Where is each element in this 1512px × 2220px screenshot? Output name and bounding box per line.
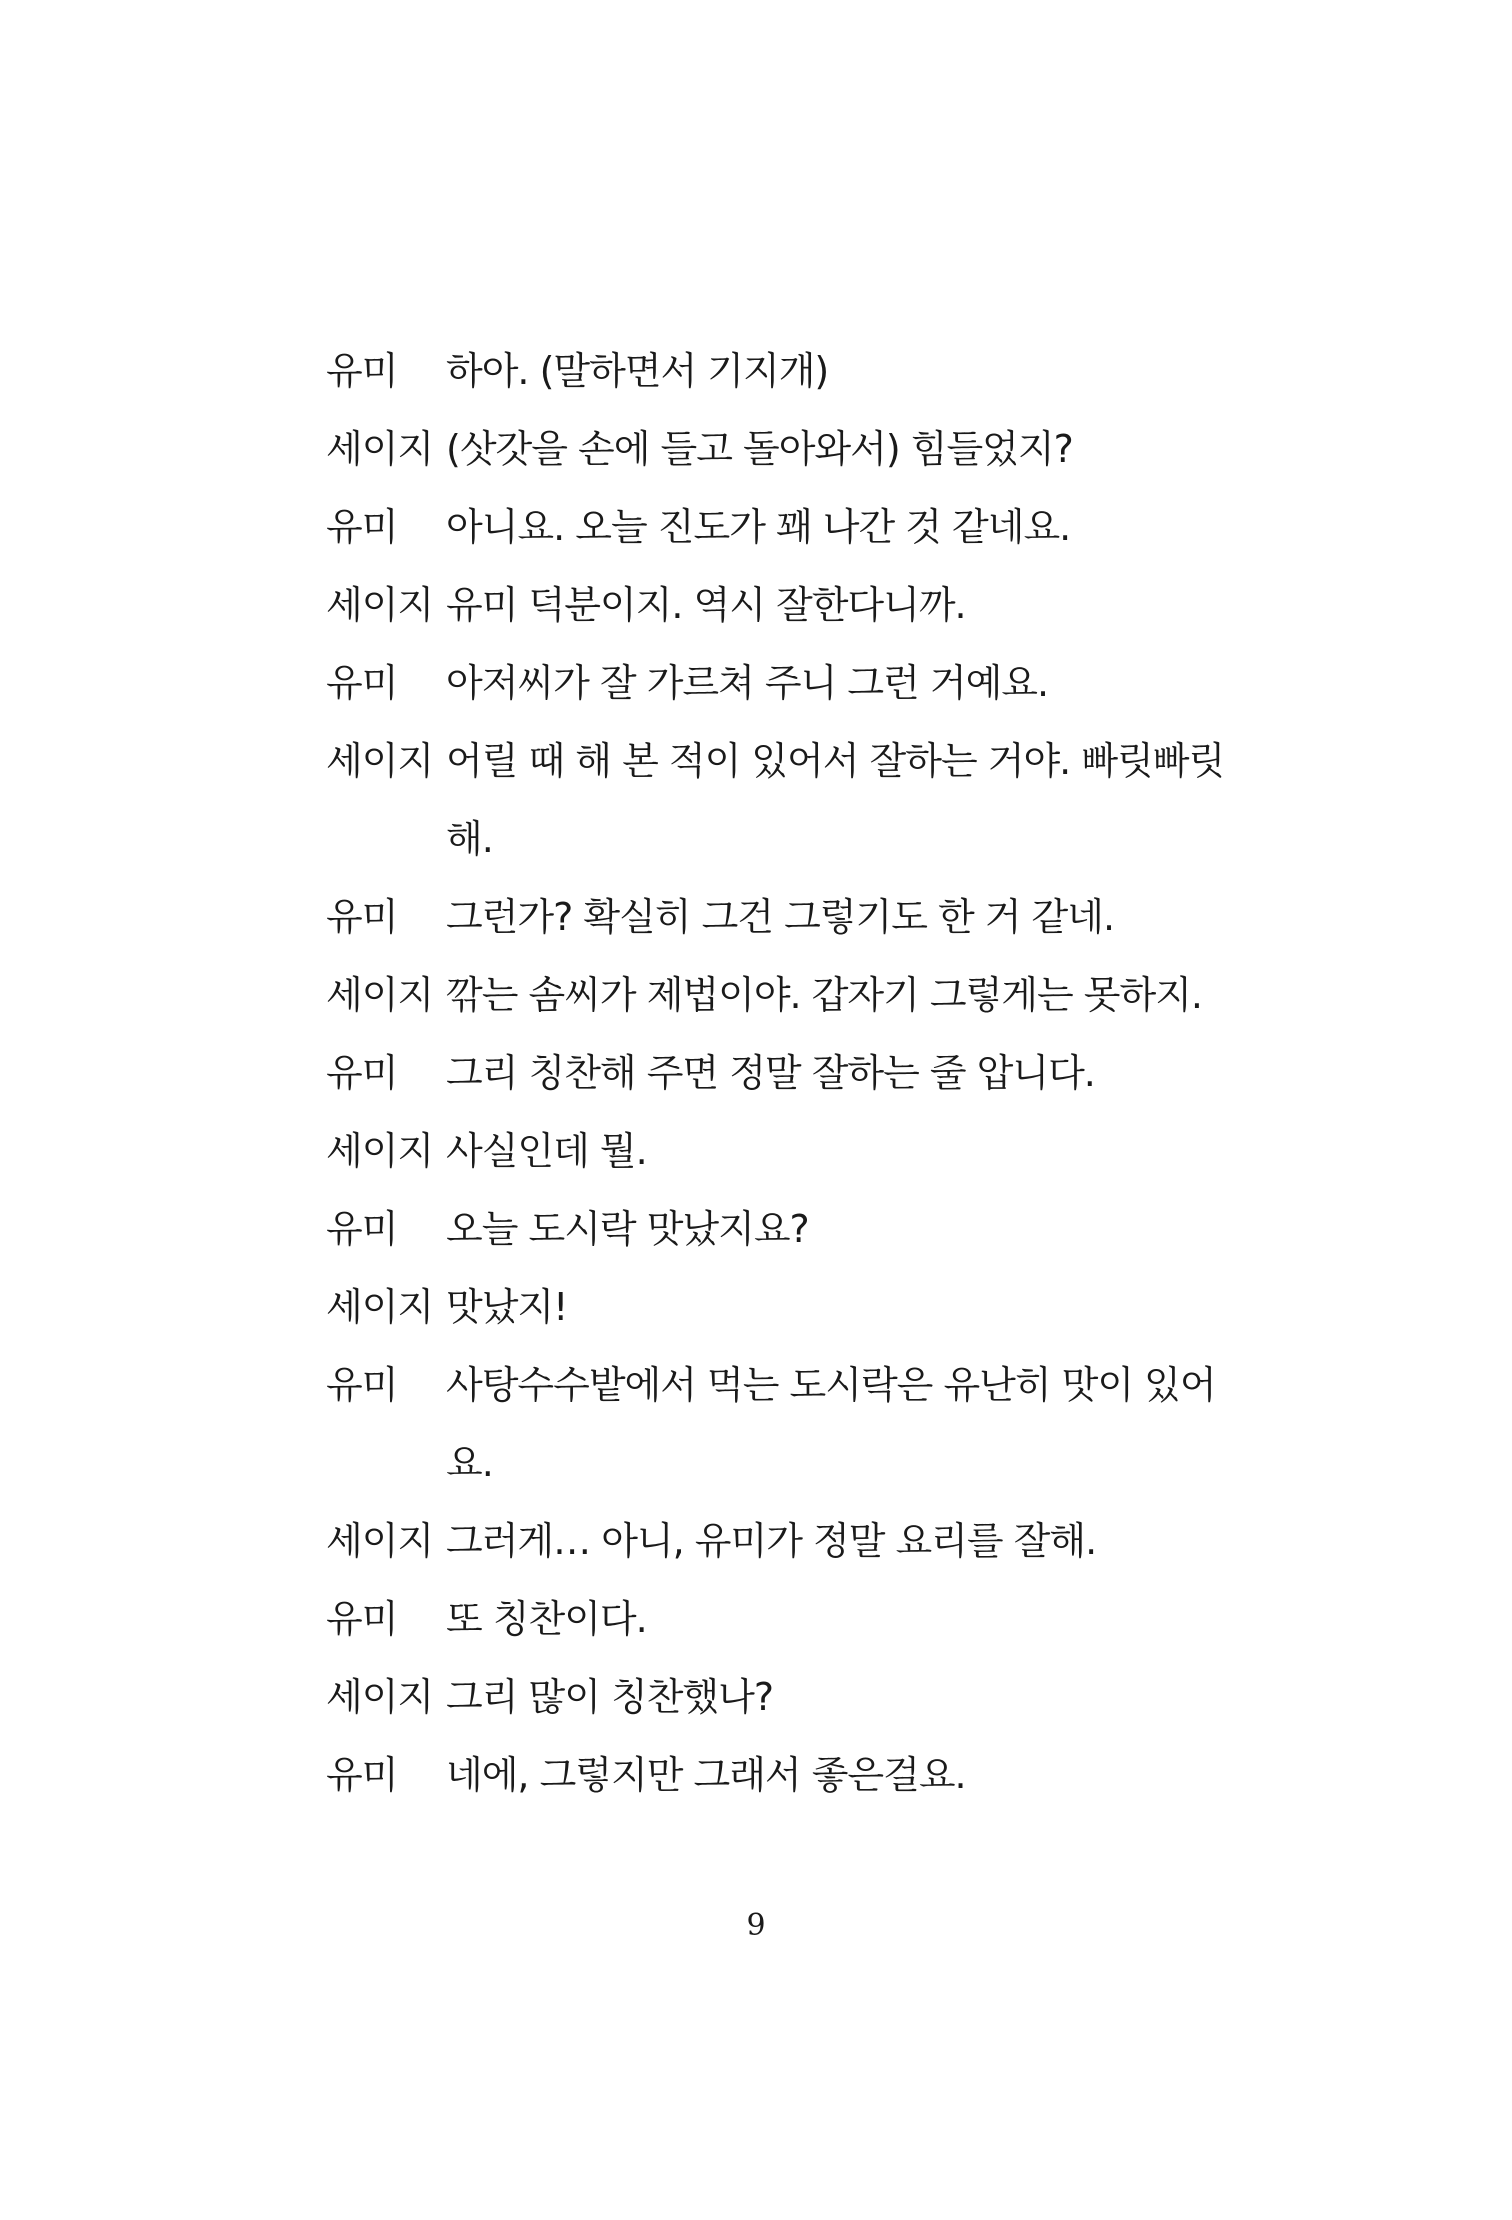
speaker-name: 세이지 — [326, 1675, 434, 1719]
dialogue-text: 하아. (말하면서 기지개) — [446, 349, 829, 393]
dialogue-text: 그리 칭찬해 주면 정말 잘하는 줄 압니다. — [446, 1051, 1095, 1095]
speaker-name: 유미 — [326, 895, 398, 939]
dialogue-text: 맛났지! — [446, 1285, 568, 1329]
dialogue-text: 깎는 솜씨가 제법이야. 갑자기 그렇게는 못하지. — [446, 973, 1203, 1017]
dialogue-text: 그러게… 아니, 유미가 정말 요리를 잘해. — [446, 1519, 1097, 1563]
dialogue-line — [326, 1346, 1246, 1502]
dialogue-text: 네에, 그렇지만 그래서 좋은걸요. — [446, 1753, 966, 1797]
dialogue-line — [326, 332, 1246, 410]
speaker-name: 유미 — [326, 505, 398, 549]
dialogue-text: 아저씨가 잘 가르쳐 주니 그런 거예요. — [446, 661, 1049, 705]
dialogue-line — [326, 1502, 1246, 1580]
dialogue-line — [326, 722, 1246, 878]
speaker-name: 유미 — [326, 349, 398, 393]
dialogue-line — [326, 566, 1246, 644]
speaker-name: 유미 — [326, 1207, 398, 1251]
dialogue-text: 아니요. 오늘 진도가 꽤 나간 것 같네요. — [446, 505, 1071, 549]
dialogue-line — [326, 1034, 1246, 1112]
speaker-name: 세이지 — [326, 739, 434, 783]
dialogue-block — [326, 332, 1246, 1814]
speaker-name: 유미 — [326, 1753, 398, 1797]
speaker-name: 세이지 — [326, 1129, 434, 1173]
speaker-name: 유미 — [326, 661, 398, 705]
speaker-name: 유미 — [326, 1051, 398, 1095]
dialogue-line — [326, 410, 1246, 488]
dialogue-text: 오늘 도시락 맛났지요? — [446, 1207, 809, 1251]
dialogue-text: 또 칭찬이다. — [446, 1597, 647, 1641]
dialogue-line — [326, 956, 1246, 1034]
dialogue-text: 유미 덕분이지. 역시 잘한다니까. — [446, 583, 966, 627]
speaker-name: 세이지 — [326, 1519, 434, 1563]
dialogue-line — [326, 1190, 1246, 1268]
speaker-name: 세이지 — [326, 583, 434, 627]
dialogue-line — [326, 1112, 1246, 1190]
dialogue-text: 그런가? 확실히 그건 그렇기도 한 거 같네. — [446, 895, 1115, 939]
speaker-name: 세이지 — [326, 427, 434, 471]
speaker-name: 세이지 — [326, 1285, 434, 1329]
dialogue-text: 사실인데 뭘. — [446, 1129, 647, 1173]
dialogue-text: 그리 많이 칭찬했나? — [446, 1675, 773, 1719]
dialogue-line — [326, 1658, 1246, 1736]
dialogue-line — [326, 1580, 1246, 1658]
dialogue-line — [326, 1268, 1246, 1346]
dialogue-line — [326, 878, 1246, 956]
dialogue-line — [326, 644, 1246, 722]
dialogue-line — [326, 1736, 1246, 1814]
dialogue-line — [326, 488, 1246, 566]
speaker-name: 유미 — [326, 1363, 398, 1407]
dialogue-text: (삿갓을 손에 들고 돌아와서) 힘들었지? — [446, 427, 1073, 471]
speaker-name: 유미 — [326, 1597, 398, 1641]
dialogue-text: 어릴 때 해 본 적이 있어서 잘하는 거야. 빠릿빠릿해. — [446, 739, 1225, 861]
speaker-name: 세이지 — [326, 973, 434, 1017]
dialogue-text: 사탕수수밭에서 먹는 도시락은 유난히 맛이 있어요. — [446, 1363, 1216, 1485]
page-number: 9 — [746, 1908, 766, 1943]
